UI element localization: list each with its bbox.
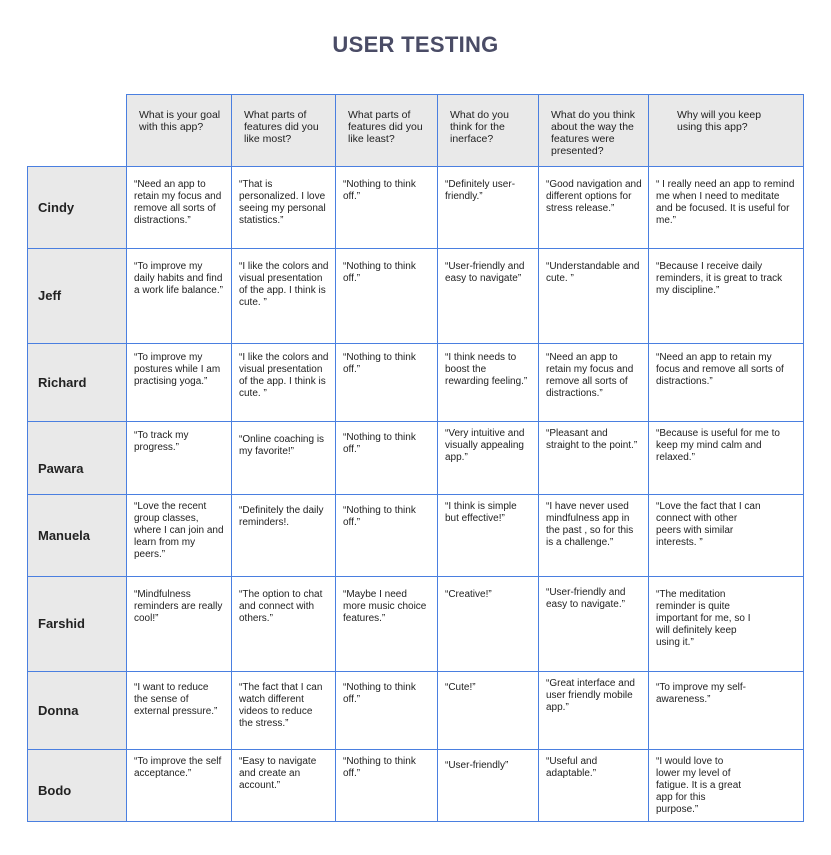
response-cell xyxy=(438,750,539,822)
response-cell xyxy=(127,422,232,495)
header-row xyxy=(28,95,804,167)
response-text: “The option to chat and connect with others.” xyxy=(239,589,323,624)
response-text: “Understandable and cute. ” xyxy=(546,261,640,284)
response-cell xyxy=(649,344,804,422)
corner-cell xyxy=(28,95,127,167)
participant-name-label: Donna xyxy=(38,702,79,718)
response-cell xyxy=(539,167,649,249)
response-text: “Creative!” xyxy=(445,589,492,600)
response-text: “I have never used mindfulness app in the past , so for this is a challenge.” xyxy=(546,501,634,548)
column-header-label: What do you think for the inerface? xyxy=(450,109,509,145)
response-text: “Very intuitive and visually appealing app.” xyxy=(445,428,525,463)
participant-name-label: Jeff xyxy=(38,288,62,303)
participant-name-label: Bodo xyxy=(38,782,72,798)
participant-name xyxy=(28,577,127,672)
response-cell xyxy=(232,672,336,750)
participant-name xyxy=(28,495,127,577)
response-text: “Nothing to think off.” xyxy=(343,682,416,705)
response-cell xyxy=(336,495,438,577)
column-header xyxy=(438,95,539,167)
response-text: “Because I receive daily reminders, it is great to track my discipline.” xyxy=(656,261,783,296)
response-text: “Maybe I need more music choice features.” xyxy=(343,589,427,624)
response-cell xyxy=(232,422,336,495)
response-cell xyxy=(232,249,336,344)
response-cell xyxy=(438,167,539,249)
participant-name-label: Richard xyxy=(38,374,87,390)
participant-name-label: Manuela xyxy=(38,527,91,543)
response-cell xyxy=(539,672,649,750)
response-text: “Nothing to think off.” xyxy=(343,352,416,375)
response-cell xyxy=(336,249,438,344)
response-cell xyxy=(649,672,804,750)
response-text: “Definitely the daily reminders!. xyxy=(239,505,324,528)
response-text: “Pleasant and straight to the point.” xyxy=(546,428,638,451)
column-header xyxy=(336,95,438,167)
response-text: “Nothing to think off.” xyxy=(343,261,416,284)
response-cell xyxy=(336,422,438,495)
response-cell xyxy=(539,495,649,577)
response-cell xyxy=(232,750,336,822)
participant-name xyxy=(28,750,127,822)
response-text: “Nothing to think off.” xyxy=(343,756,416,779)
response-cell xyxy=(336,167,438,249)
response-cell xyxy=(539,344,649,422)
response-cell xyxy=(539,750,649,822)
page-title: USER TESTING xyxy=(332,32,499,57)
response-text: “To improve my postures while I am practising yoga.” xyxy=(134,352,221,387)
response-text: “The meditation reminder is quite important for me, so I will definitely keep using it.” xyxy=(656,589,751,648)
response-text: “I like the colors and visual presentation of the app. I think is cute. ” xyxy=(239,352,329,399)
response-text: “Great interface and user friendly mobile app.” xyxy=(546,678,635,713)
response-cell xyxy=(336,344,438,422)
response-text: “Definitely user-friendly.” xyxy=(445,179,516,202)
response-text: “To track my progress.” xyxy=(134,430,189,453)
response-cell xyxy=(649,422,804,495)
response-text: “Cute!” xyxy=(445,682,476,693)
response-text: “Easy to navigate and create an account.” xyxy=(239,756,317,791)
response-text: “User-friendly and easy to navigate” xyxy=(445,261,525,284)
response-cell xyxy=(438,422,539,495)
table-row xyxy=(28,344,804,422)
response-cell xyxy=(336,750,438,822)
response-text: “ I really need an app to remind me when I need to meditate and be focused. It is useful for me.” xyxy=(656,179,795,226)
response-text: “Mindfulness reminders are really cool!” xyxy=(134,589,223,624)
response-text: “Need an app to retain my focus and remove all sorts of distractions.” xyxy=(546,352,634,399)
response-cell xyxy=(438,344,539,422)
response-text: “That is personalized. I love seeing my personal statistics.” xyxy=(239,179,326,226)
response-cell xyxy=(438,249,539,344)
table-row xyxy=(28,577,804,672)
response-cell xyxy=(649,495,804,577)
table-row xyxy=(28,422,804,495)
response-text: “I like the colors and visual presentation of the app. I think is cute. ” xyxy=(239,261,329,308)
table-row xyxy=(28,495,804,577)
response-cell xyxy=(127,495,232,577)
response-cell xyxy=(232,344,336,422)
table-row xyxy=(28,750,804,822)
response-text: “I think needs to boost the rewarding feeling.” xyxy=(445,352,528,387)
response-cell xyxy=(649,249,804,344)
response-cell xyxy=(336,672,438,750)
response-text: “I want to reduce the sense of external pressure.” xyxy=(134,682,218,717)
column-header-label: What parts of features did you like least? xyxy=(348,109,423,145)
column-header-label: What do you think about the way the features were presented? xyxy=(551,109,636,157)
response-text: “Love the fact that I can connect with other peers with similar interests. ” xyxy=(656,501,761,548)
response-text: “Need an app to retain my focus and remove all sorts of distractions.” xyxy=(134,179,222,226)
column-header-label: What parts of features did you like most? xyxy=(244,109,319,145)
column-header xyxy=(127,95,232,167)
response-text: “Nothing to think off.” xyxy=(343,432,416,455)
response-text: “I think is simple but effective!” xyxy=(445,501,517,524)
column-header xyxy=(232,95,336,167)
table-row xyxy=(28,672,804,750)
response-text: “Love the recent group classes, where I can join and learn from my peers.” xyxy=(134,501,224,560)
response-cell xyxy=(232,577,336,672)
participant-name xyxy=(28,422,127,495)
response-cell xyxy=(127,750,232,822)
column-header-label: Why will you keep using this app? xyxy=(677,109,762,133)
response-cell xyxy=(539,249,649,344)
column-header xyxy=(539,95,649,167)
participant-name xyxy=(28,249,127,344)
response-text: “Good navigation and different options for stress release.” xyxy=(546,179,642,214)
response-text: “To improve my daily habits and find a work life balance.” xyxy=(134,261,223,296)
participant-name-label: Cindy xyxy=(38,199,75,215)
participant-name xyxy=(28,672,127,750)
response-cell xyxy=(127,672,232,750)
response-text: “I would love to lower my level of fatigue. It is a great app for this purpose.” xyxy=(656,756,742,815)
response-cell xyxy=(649,577,804,672)
response-text: “Nothing to think off.” xyxy=(343,179,416,202)
response-text: “To improve the self acceptance.” xyxy=(134,756,222,779)
response-text: “Useful and adaptable.” xyxy=(546,756,598,779)
response-cell xyxy=(438,672,539,750)
table-row xyxy=(28,167,804,249)
column-header xyxy=(649,95,804,167)
response-cell xyxy=(649,750,804,822)
response-cell xyxy=(232,495,336,577)
response-cell xyxy=(127,167,232,249)
response-cell xyxy=(127,344,232,422)
response-cell xyxy=(539,577,649,672)
column-header-label: What is your goal with this app? xyxy=(139,109,221,133)
response-cell xyxy=(539,422,649,495)
response-text: “Because is useful for me to keep my mind calm and relaxed.” xyxy=(656,428,780,463)
response-cell xyxy=(232,167,336,249)
response-cell xyxy=(438,495,539,577)
response-text: “User-friendly and easy to navigate.” xyxy=(546,587,626,610)
response-text: “The fact that I can watch different videos to reduce the stress.” xyxy=(239,682,323,729)
table-row xyxy=(28,249,804,344)
participant-name-label: Pawara xyxy=(38,461,84,476)
participant-name xyxy=(28,344,127,422)
response-text: “Need an app to retain my focus and remove all sorts of distractions.” xyxy=(656,352,784,387)
response-cell xyxy=(649,167,804,249)
response-cell xyxy=(336,577,438,672)
response-cell xyxy=(127,249,232,344)
response-cell xyxy=(127,577,232,672)
response-text: “To improve my self-awareness.” xyxy=(656,682,747,705)
participant-name xyxy=(28,167,127,249)
response-text: “User-friendly” xyxy=(445,760,509,771)
participant-name-label: Farshid xyxy=(38,616,85,631)
response-cell xyxy=(438,577,539,672)
user-testing-table xyxy=(27,94,804,822)
response-text: “Nothing to think off.” xyxy=(343,505,416,528)
response-text: “Online coaching is my favorite!” xyxy=(239,434,325,457)
